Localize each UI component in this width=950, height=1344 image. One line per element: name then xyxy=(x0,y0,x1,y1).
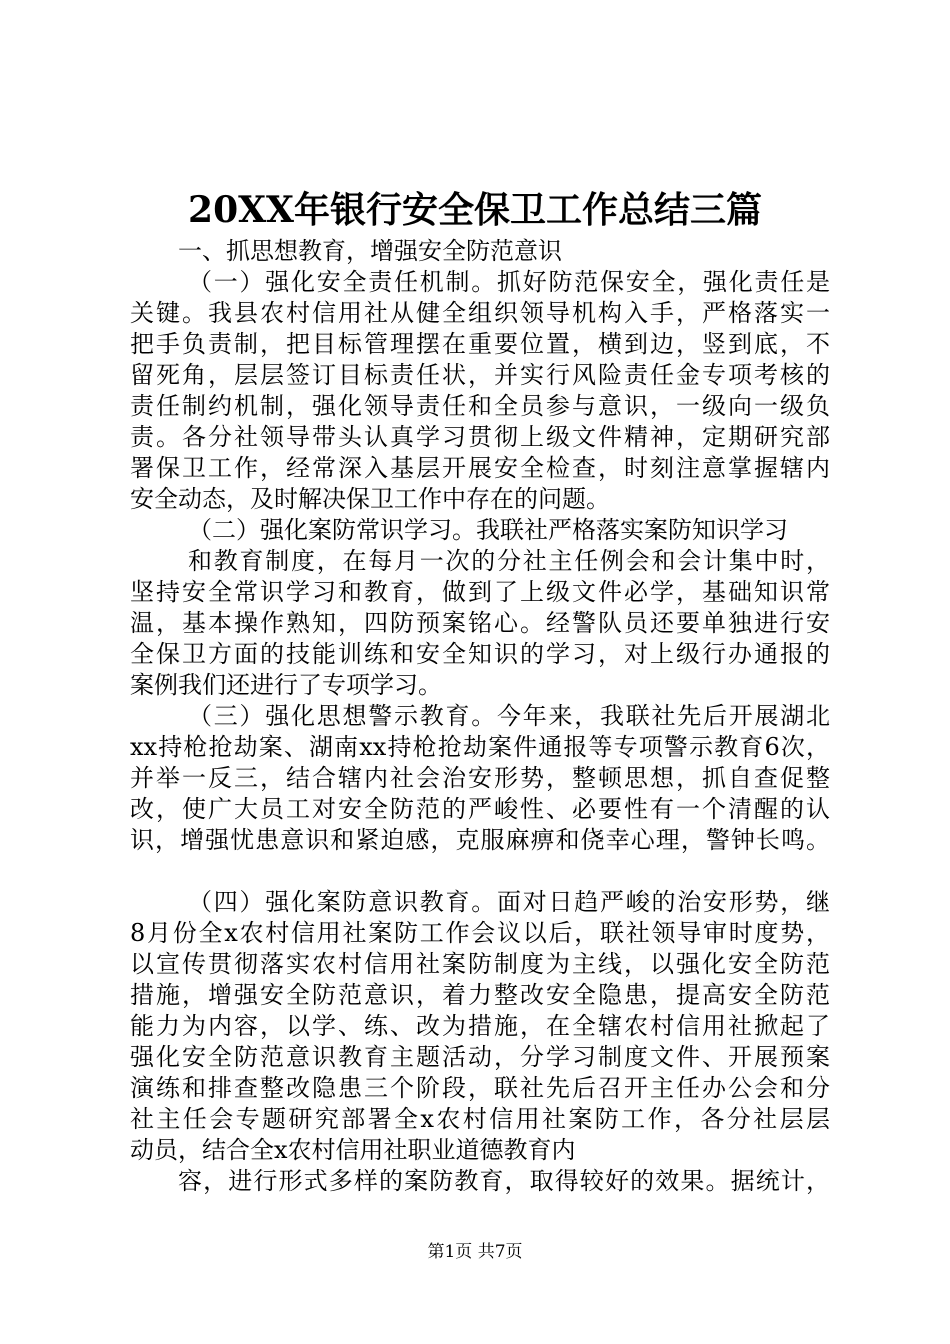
paragraph-line: 和教育制度，在每月一次的分社主任例会和会计集中时， xyxy=(188,547,830,575)
page-footer: 第1页 共7页 xyxy=(427,1242,523,1262)
paragraph-line: 演练和排查整改隐患三个阶段，联社先后召开主任办公会和分 xyxy=(130,1074,830,1102)
paragraph-line: （二）强化案防常识学习。我联社严格落实案防知识学习 xyxy=(188,516,788,544)
paragraph-line: 改，使广大员工对安全防范的严峻性、必要性有一个清醒的认 xyxy=(130,795,830,823)
section-heading: 一、抓思想教育，增强安全防范意识 xyxy=(178,237,562,265)
paragraph-line: 关键。我县农村信用社从健全组织领导机构入手，严格落实一 xyxy=(130,299,830,327)
paragraph-line: （一）强化安全责任机制。抓好防范保安全，强化责任是 xyxy=(188,268,830,296)
paragraph-line: 识，增强忧患意识和紧迫感，克服麻痹和侥幸心理，警钟长鸣。 xyxy=(130,826,830,854)
paragraph-line: 社主任会专题研究部署全x农村信用社案防工作，各分社层层 xyxy=(130,1105,830,1133)
paragraph-line: 容，进行形式多样的案防教育，取得较好的效果。据统计， xyxy=(178,1167,830,1195)
paragraph-line: 把手负责制，把目标管理摆在重要位置，横到边，竖到底，不 xyxy=(130,330,830,358)
paragraph-line: 责任制约机制，强化领导责任和全员参与意识，一级向一级负 xyxy=(130,392,830,420)
paragraph-line: xx持枪抢劫案、湖南xx持枪抢劫案件通报等专项警示教育6次， xyxy=(130,733,830,761)
blank-line xyxy=(130,856,830,887)
paragraph-line: 强化安全防范意识教育主题活动，分学习制度文件、开展预案 xyxy=(130,1043,830,1071)
paragraph-line: （四）强化案防意识教育。面对日趋严峻的治安形势，继 xyxy=(188,888,830,916)
paragraph-line: （三）强化思想警示教育。今年来，我联社先后开展湖北 xyxy=(188,702,830,730)
paragraph-line: 留死角，层层签订目标责任状，并实行风险责任金专项考核的 xyxy=(130,361,830,389)
paragraph-line: 动员，结合全x农村信用社职业道德教育内 xyxy=(130,1136,576,1164)
paragraph-line: 措施，增强安全防范意识，着力整改安全隐患，提高安全防范 xyxy=(130,981,830,1009)
paragraph-line: 安全动态，及时解决保卫工作中存在的问题。 xyxy=(130,485,610,513)
paragraph-line: 温，基本操作熟知，四防预案铭心。经警队员还要单独进行安 xyxy=(130,609,830,637)
paragraph-line: 能力为内容，以学、练、改为措施，在全辖农村信用社掀起了 xyxy=(130,1012,830,1040)
paragraph-line: 并举一反三，结合辖内社会治安形势，整顿思想，抓自查促整 xyxy=(130,764,830,792)
paragraph-line: 以宣传贯彻落实农村信用社案防制度为主线，以强化安全防范 xyxy=(130,950,830,978)
paragraph-line: 8月份全x农村信用社案防工作会议以后，联社领导审时度势， xyxy=(130,919,830,947)
paragraph-line: 责。各分社领导带头认真学习贯彻上级文件精神，定期研究部 xyxy=(130,423,830,451)
paragraph-line: 全保卫方面的技能训练和安全知识的学习，对上级行办通报的 xyxy=(130,640,830,668)
document-body xyxy=(130,236,830,1197)
paragraph-line: 署保卫工作，经常深入基层开展安全检查，时刻注意掌握辖内 xyxy=(130,454,830,482)
paragraph-line: 案例我们还进行了专项学习。 xyxy=(130,671,442,699)
document-title: 20XX年银行安全保卫工作总结三篇 xyxy=(188,189,762,231)
paragraph-line: 坚持安全常识学习和教育，做到了上级文件必学，基础知识常 xyxy=(130,578,830,606)
